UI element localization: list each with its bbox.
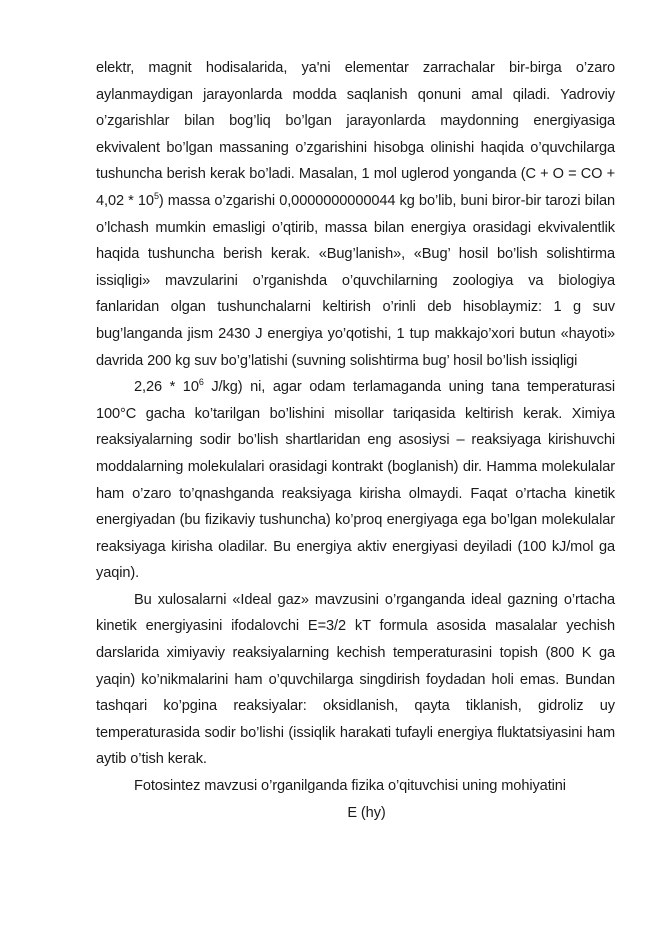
paragraph-4-text: Fotosintez mavzusi o’rganilganda fizika o’qituvchisi uning mohiyatini [134,778,566,795]
exponent-6: 6 [198,377,204,388]
formula: E (hy) [347,804,386,821]
paragraph-1-text-b: ) massa o’zgarishi 0,0000000000044 kg bo’lib, buni biror-bir tarozi bilan o’lchash mumkin emasligi o’qtirib, massa bilan energiya orasidagi ekvivalentlik haqida tushuncha berish kerak. «Bug’lanish», «Bug’ hosil bo’lish solishtirma issiqligi» mavzularini o’rganishda o’quvchilarning zoologiya va biologiya fanlaridan olgan tushunchalarni keltirish o’rinli deb hisoblaymiz: 1 g suv bug’langanda jism 2430 J energiya yo’qotishi, 1 tup makkajo’xori butun «hayoti» davrida 200 kg suv bo’g’latishi (suvning solishtirma bug’ hosil bo’lish issiqligi [96,192,615,369]
paragraph-1 [96,55,615,374]
paragraph-3-text: Bu xulosalarni «Ideal gaz» mavzusini o’rganganda ideal gazning o’rtacha kinetik energiyasini ifodalovchi E=3/2 kT formula asosida masalalar yechish darslarida ximiyaviy reaksiyalarning kechish temperaturasini topish (800 K ga yaqin) ko’nikmalarini ham o’quvchilarga singdirish foydadan holi emas. Bundan tashqari ko’pgina reaksiyalar: oksidlanish, qayta tiklanish, gidroliz uy temperaturasida sodir bo’lishi (issiqlik harakati tufayli energiya fluktatsiyasini ham aytib o’tish kerak. [96,591,615,768]
paragraph-2 [96,374,615,587]
document-page [96,55,615,826]
paragraph-2-text-a: 2,26 * 10 [134,379,199,396]
paragraph-2-text-b: J/kg) ni, agar odam terlamaganda uning tana temperaturasi 100°C gacha ko’tarilgan bo’lishini misollar tariqasida keltirish kerak. Ximiya reaksiyalarning sodir bo’lish shartlaridan eng asosiysi – reaksiyaga kirishuvchi moddalarning molekulalari orasidagi kontrakt (boglanish) dir. Hamma molekulalar ham o’zaro to’qnashganda reaksiyaga kirisha olmaydi. Faqat o’rtacha kinetik energiyadan (bu fizikaviy tushuncha) ko’proq energiyaga ega bo’lgan molekulalar reaksiyaga kirisha oladilar. Bu energiya aktiv energiyasi deyiladi (100 kJ/mol ga yaqin). [96,379,615,582]
paragraph-3 [96,587,615,773]
paragraph-4 [96,773,615,800]
exponent-5: 5 [153,190,159,201]
paragraph-1-text-a: elektr, magnit hodisalarida, ya'ni elementar zarrachalar bir-birga o’zaro aylanmaydigan jarayonlarda modda saqlanish qonuni amal qiladi. Yadroviy o’zgarishlar bilan bog’liq bo’lgan jarayonlarda maydonning energiyasiga ekvivalent bo’lgan massaning o’zgarishini hisobga olinishi haqida o’quvchilarga tushuncha berish kerak bo’ladi. Masalan, 1 mol uglerod yonganda (C + O = CO + 4,02 * 10 [96,60,615,209]
